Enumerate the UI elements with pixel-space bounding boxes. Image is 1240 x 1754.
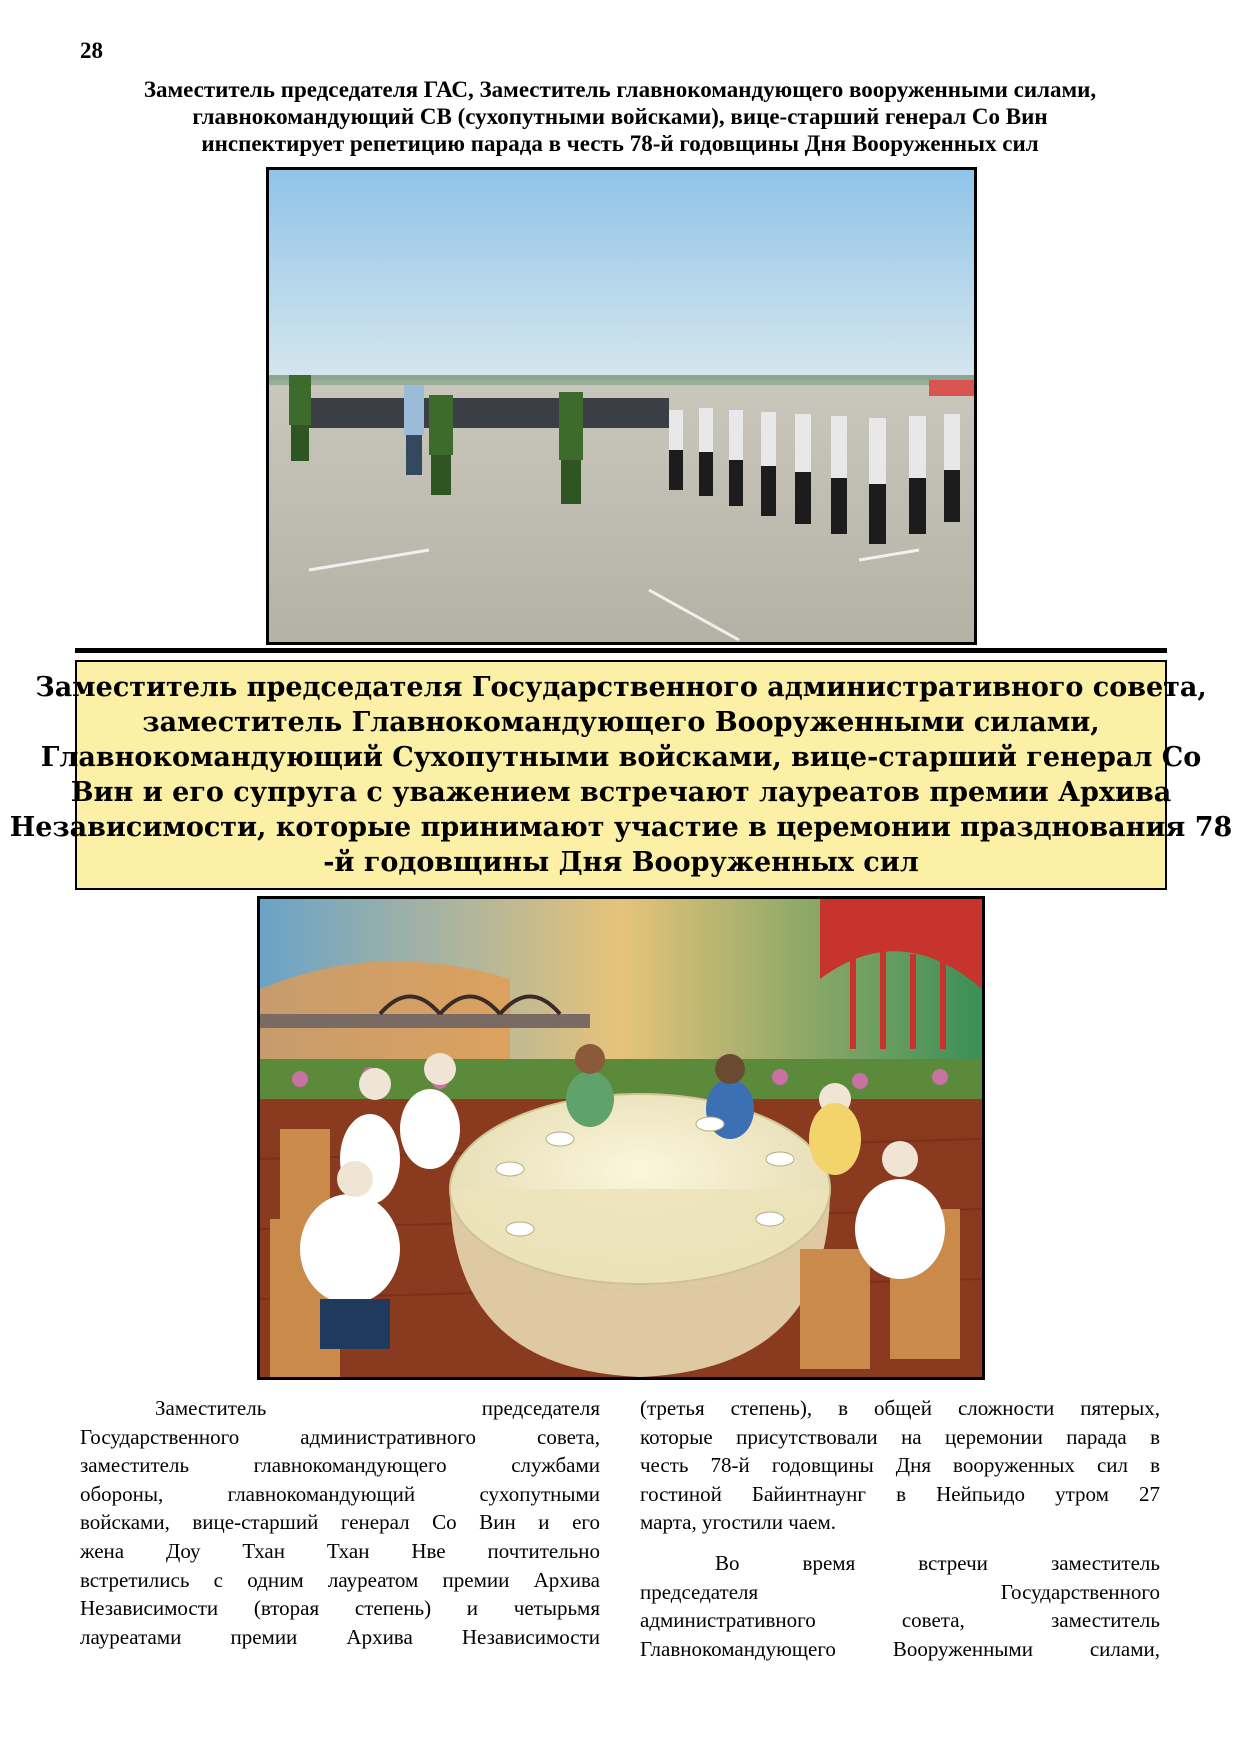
headline-line: главнокомандующий СВ (сухопутными войсками), вице-старший генерал Со Вин (192, 104, 1048, 129)
headline-line: Заместитель председателя ГАС, Заместитель главнокомандующего вооруженными силами, (143, 77, 1097, 102)
text-line: обороны, главнокомандующий сухопутными (80, 1481, 600, 1506)
caption-line: Главнокомандующий Сухопутными войсками, вице-старший генерал Со (40, 742, 1202, 773)
caption-line: заместитель Главнокомандующего Вооруженными силами, (142, 707, 1100, 738)
text-line: Во время встречи заместитель (715, 1550, 1160, 1575)
body-paragraph (640, 1394, 1160, 1537)
text-line: заместитель главнокомандующего службами (80, 1453, 600, 1478)
body-text-right-column (640, 1394, 1160, 1663)
caption-line: Заместитель председателя Государственного административного совета, (35, 672, 1207, 703)
section-divider (75, 648, 1167, 653)
text-line: председателя Государственного (640, 1579, 1160, 1604)
page-number: 28 (80, 38, 103, 63)
text-line: честь 78-й годовщины Дня вооруженных сил в (640, 1453, 1160, 1478)
text-line: Независимости (вторая степень) и четырьмя (80, 1596, 600, 1621)
text-line: марта, угостили чаем. (640, 1510, 837, 1535)
tea-reception-photo (257, 896, 985, 1380)
text-line: жена Доу Тхан Тхан Нве почтительно (80, 1538, 600, 1563)
parade-rehearsal-photo (266, 167, 977, 645)
headline (70, 76, 1170, 157)
body-text-left-column (80, 1394, 600, 1651)
body-paragraph (640, 1549, 1160, 1663)
text-line: лауреатами премии Архива Независимости (80, 1624, 600, 1649)
text-line: Главнокомандующего Вооруженными силами, (640, 1636, 1160, 1661)
text-line: встретились с одним лауреатом премии Архива (80, 1567, 600, 1592)
text-line: административного совета, заместитель (640, 1608, 1160, 1633)
body-paragraph (80, 1394, 600, 1651)
caption-line: Вин и его супруга с уважением встречают лауреатов премии Архива (70, 777, 1172, 808)
caption-line: -й годовщины Дня Вооруженных сил (323, 847, 919, 878)
text-line: Заместитель председателя (155, 1396, 600, 1420)
text-line: которые присутствовали на церемонии парада в (640, 1424, 1160, 1449)
text-line: гостиной Байинтнаунг в Нейпьидо утром 27 (640, 1481, 1160, 1506)
text-line: (третья степень), в общей сложности пятерых, (640, 1396, 1160, 1420)
text-line: войсками, вице-старший генерал Со Вин и его (80, 1510, 600, 1535)
headline-line: инспектирует репетицию парада в честь 78-й годовщины Дня Вооруженных сил (201, 131, 1039, 156)
text-line: Государственного административного совета, (80, 1424, 600, 1449)
caption-line: Независимости, которые принимают участие в церемонии празднования 78 (9, 812, 1233, 843)
caption-box (9, 660, 1233, 890)
